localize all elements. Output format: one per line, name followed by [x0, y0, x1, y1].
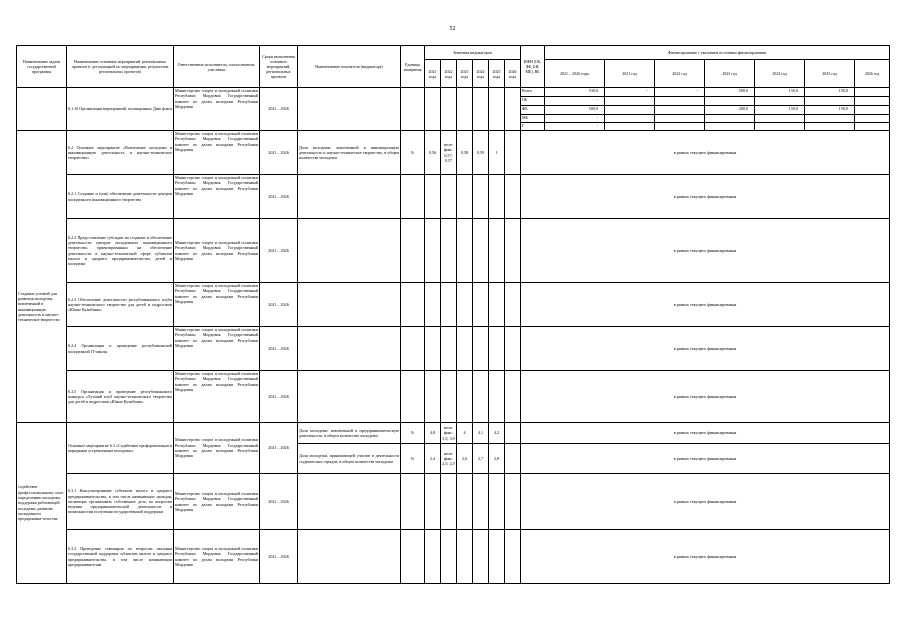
- value-cell: 2,6: [457, 444, 473, 474]
- funding-note: в рамках текущего финансирования: [521, 175, 890, 219]
- funding-note: в рамках текущего финансирования: [521, 131, 890, 175]
- indicator-cell: Доля молодежи, принимающей участие в деятельности студенческих отрядов, в общем количестве молодежи: [298, 444, 401, 474]
- measure-cell: 6.2 Основное мероприятие «Вовлечение молодежи в инновационную деятельность и научно-техническое творчество»: [67, 131, 174, 175]
- fin-value: 500,0: [705, 88, 755, 97]
- executor-cell: Министерство спорта и молодежной политики Республики Мордовия Государственный комитет по делам молодежи Республики Мордовия: [174, 423, 260, 474]
- fin-source: ОБ: [521, 97, 545, 106]
- table-row: [17, 283, 890, 327]
- table-row: [17, 88, 890, 97]
- value-cell: 0,58: [457, 131, 473, 175]
- header-values-group: Значения индикаторов: [425, 46, 521, 60]
- table-row: [17, 474, 890, 530]
- header-fin-year: 2021 – 2026 годы: [545, 60, 605, 88]
- funding-note: в рамках текущего финансирования: [521, 371, 890, 423]
- measure-cell: 6.2.2 Предоставление субсидии на создание и обеспечение деятельности центров молодежного инновационного творчества, ориентированных на обеспечение деятельности в научно-технической сфере субъектов малого и среднего предпринимательства, детей и молодежи: [67, 219, 174, 283]
- header-year: 2023 года: [457, 60, 473, 88]
- table-row: [17, 175, 890, 219]
- fin-value: 150,0: [755, 88, 805, 97]
- period-cell: 2021 – 2026: [260, 474, 298, 530]
- executor-cell: Министерство спорта и молодежной политики Республики Мордовия Государственный комитет по делам молодежи Республики Мордовия: [174, 371, 260, 423]
- header-year: 2022 года: [441, 60, 457, 88]
- funding-note: в рамках текущего финансирования: [521, 327, 890, 371]
- value-cell: 1: [489, 131, 505, 175]
- fin-value: -: [655, 88, 705, 97]
- measure-cell: 6.1.16 Организация мероприятий, посвященных Дню флага: [67, 88, 174, 131]
- header-period: Сроки выполнения основных мероприятий, региональных проектов: [260, 46, 298, 88]
- executor-cell: Министерство спорта и молодежной политики Республики Мордовия Государственный комитет по делам молодежи Республики Мордовия: [174, 283, 260, 327]
- header-funding-group: Финансирование с указанием источника финансирования: [545, 46, 890, 60]
- period-cell: 2021 – 2026: [260, 530, 298, 584]
- program-table: [16, 45, 890, 584]
- header-source: ИФН (ОБ, ФБ, БИ, МБ), ВБ: [521, 46, 545, 88]
- measure-cell: Основное мероприятие 6.3 «Содействие профориентации и карьерным устремлениям молодежи»: [67, 423, 174, 474]
- unit-cell: %: [401, 423, 425, 444]
- fin-value: -: [545, 123, 605, 131]
- header-fin-year: 2023 год: [705, 60, 755, 88]
- fin-value: -: [605, 88, 655, 97]
- unit-cell: %: [401, 444, 425, 474]
- table-row: [17, 131, 890, 175]
- header-unit: Единица измерения: [401, 46, 425, 88]
- header-fin-year: 2022 год: [655, 60, 705, 88]
- period-cell: 2021 – 2026: [260, 219, 298, 283]
- funding-note: в рамках текущего финансирования: [521, 474, 890, 530]
- value-cell: 4,1: [473, 423, 489, 444]
- header-goal: Наименование задачи государственной программы: [17, 46, 67, 88]
- header-year: 2025 года: [489, 60, 505, 88]
- value-cell: 2,7: [473, 444, 489, 474]
- value-cell: 0,56: [425, 131, 441, 175]
- executor-cell: Министерство спорта и молодежной политики Республики Мордовия Государственный комитет по делам молодежи Республики Мордовия: [174, 88, 260, 131]
- measure-cell: 6.2.4 Организация и проведение республиканской молодежной IT-школы: [67, 327, 174, 371]
- measure-cell: 6.2.1 Создание и (или) обеспечение деятельности центров молодежного инновационного творчества: [67, 175, 174, 219]
- period-cell: 2021 – 2026: [260, 88, 298, 131]
- fin-value: 200,0: [705, 106, 755, 115]
- value-cell: неза-фикс. 2,5; 2,5: [441, 444, 457, 474]
- period-cell: 2021 – 2026: [260, 131, 298, 175]
- funding-note: в рамках текущего финансирования: [521, 219, 890, 283]
- fin-value: -: [545, 115, 605, 123]
- period-cell: 2021 – 2026: [260, 423, 298, 474]
- measure-cell: 6.3.1 Консультирование субъектов малого и среднего предпринимательства, в том числе начинающих граждан, желающих организовать собственное дело, по вопросам ведения предпринимательской деятельности и возможностям получения государственной поддержки: [67, 474, 174, 530]
- indicator-cell: Доля молодежи, вовлеченной в инновационную деятельность и научно-техническое творчество, в общем количестве молодежи: [298, 131, 401, 175]
- header-indicator: Наименование показателя (индикатора): [298, 46, 401, 88]
- measure-cell: 6.2.5 Организация и проведение республиканского конкурса «Лучший клуб научно-технического творчества для детей и подростков «Юные Кулибины»: [67, 371, 174, 423]
- value-cell: 4: [457, 423, 473, 444]
- funding-note: в рамках текущего финансирования: [521, 444, 890, 474]
- value-cell: 0,59: [473, 131, 489, 175]
- table-row: [17, 371, 890, 423]
- header-executors: Ответственные исполнители, соисполнители, участники: [174, 46, 260, 88]
- table-row: [17, 327, 890, 371]
- table-row: [17, 219, 890, 283]
- value-cell: неза-фикс. 3,5; 3,9: [441, 423, 457, 444]
- header-year: 2021 года: [425, 60, 441, 88]
- goal-cell: Создание условий для развития молодежи, вовлеченной в инновационную деятельность и научно-техническое творчество: [17, 131, 67, 423]
- fin-value: -: [545, 97, 605, 106]
- executor-cell: Министерство спорта и молодежной политики Республики Мордовия Государственный комитет по делам молодежи Республики Мордовия: [174, 530, 260, 584]
- funding-note: в рамках текущего финансирования: [521, 423, 890, 444]
- period-cell: 2021 – 2026: [260, 283, 298, 327]
- value-cell: неза-фикс. 0,57; 0,57: [441, 131, 457, 175]
- executor-cell: Министерство спорта и молодежной политики Республики Мордовия Государственный комитет по делам молодежи Республики Мордовия: [174, 474, 260, 530]
- fin-source: Г: [521, 123, 545, 131]
- goal-cell: [17, 88, 67, 131]
- measure-cell: 6.2.3 Обеспечение деятельности республиканского клуба научно-технического творчества для детей и подростков «Юные Кулибины»: [67, 283, 174, 327]
- executor-cell: Министерство спорта и молодежной политики Республики Мордовия Государственный комитет по делам молодежи Республики Мордовия: [174, 327, 260, 371]
- table-row: [17, 530, 890, 584]
- executor-cell: Министерство спорта и молодежной политики Республики Мордовия Государственный комитет по делам молодежи Республики Мордовия: [174, 131, 260, 175]
- fin-source: МБ: [521, 115, 545, 123]
- value-cell: 2,8: [489, 444, 505, 474]
- header-fin-year: 2024 год: [755, 60, 805, 88]
- header-fin-year: 2026 год: [855, 60, 890, 88]
- value-cell: 4,2: [489, 423, 505, 444]
- fin-value: 500,0: [545, 106, 605, 115]
- header-measure: Наименование основных мероприятий, региональных проектов (с детализацией по мероприятиям, результатам региональных проектов): [67, 46, 174, 88]
- fin-source: Всего: [521, 88, 545, 97]
- executor-cell: Министерство спорта и молодежной политики Республики Мордовия Государственный комитет по делам молодежи Республики Мордовия: [174, 175, 260, 219]
- funding-note: в рамках текущего финансирования: [521, 530, 890, 584]
- period-cell: 2021 – 2026: [260, 175, 298, 219]
- header-fin-year: 2025 год: [805, 60, 855, 88]
- header-year: 2024 года: [473, 60, 489, 88]
- header-year: 2026 года: [505, 60, 521, 88]
- fin-value: 150,0: [805, 88, 855, 97]
- measure-cell: 6.3.2 Проведение семинаров по вопросам оказания государственной поддержки субъектам малого и среднего предпринимательства, в том числе начинающим предпринимателям: [67, 530, 174, 584]
- fin-source: ФБ: [521, 106, 545, 115]
- fin-value: 150,0: [755, 106, 805, 115]
- table-row: [17, 423, 890, 444]
- fin-value: [855, 88, 890, 97]
- page-number: 52: [449, 26, 456, 32]
- fin-value: 150,0: [805, 106, 855, 115]
- period-cell: 2021 – 2026: [260, 371, 298, 423]
- value-cell: 2,4: [425, 444, 441, 474]
- funding-note: в рамках текущего финансирования: [521, 283, 890, 327]
- period-cell: 2021 – 2026: [260, 327, 298, 371]
- value-cell: 4,8: [425, 423, 441, 444]
- executor-cell: Министерство спорта и молодежной политики Республики Мордовия Государственный комитет по делам молодежи Республики Мордовия: [174, 219, 260, 283]
- header-fin-year: 2021 год: [605, 60, 655, 88]
- unit-cell: %: [401, 131, 425, 175]
- goal-cell: содействие профессиональному само-определению молодежи, поддержка работающей молодежи, развитие молодежного предпринима-тельства: [17, 423, 67, 584]
- fin-value: 530,0: [545, 88, 605, 97]
- indicator-cell: Доля молодежи, вовлеченной в предпринимательскую деятельность, в общем количестве молодежи: [298, 423, 401, 444]
